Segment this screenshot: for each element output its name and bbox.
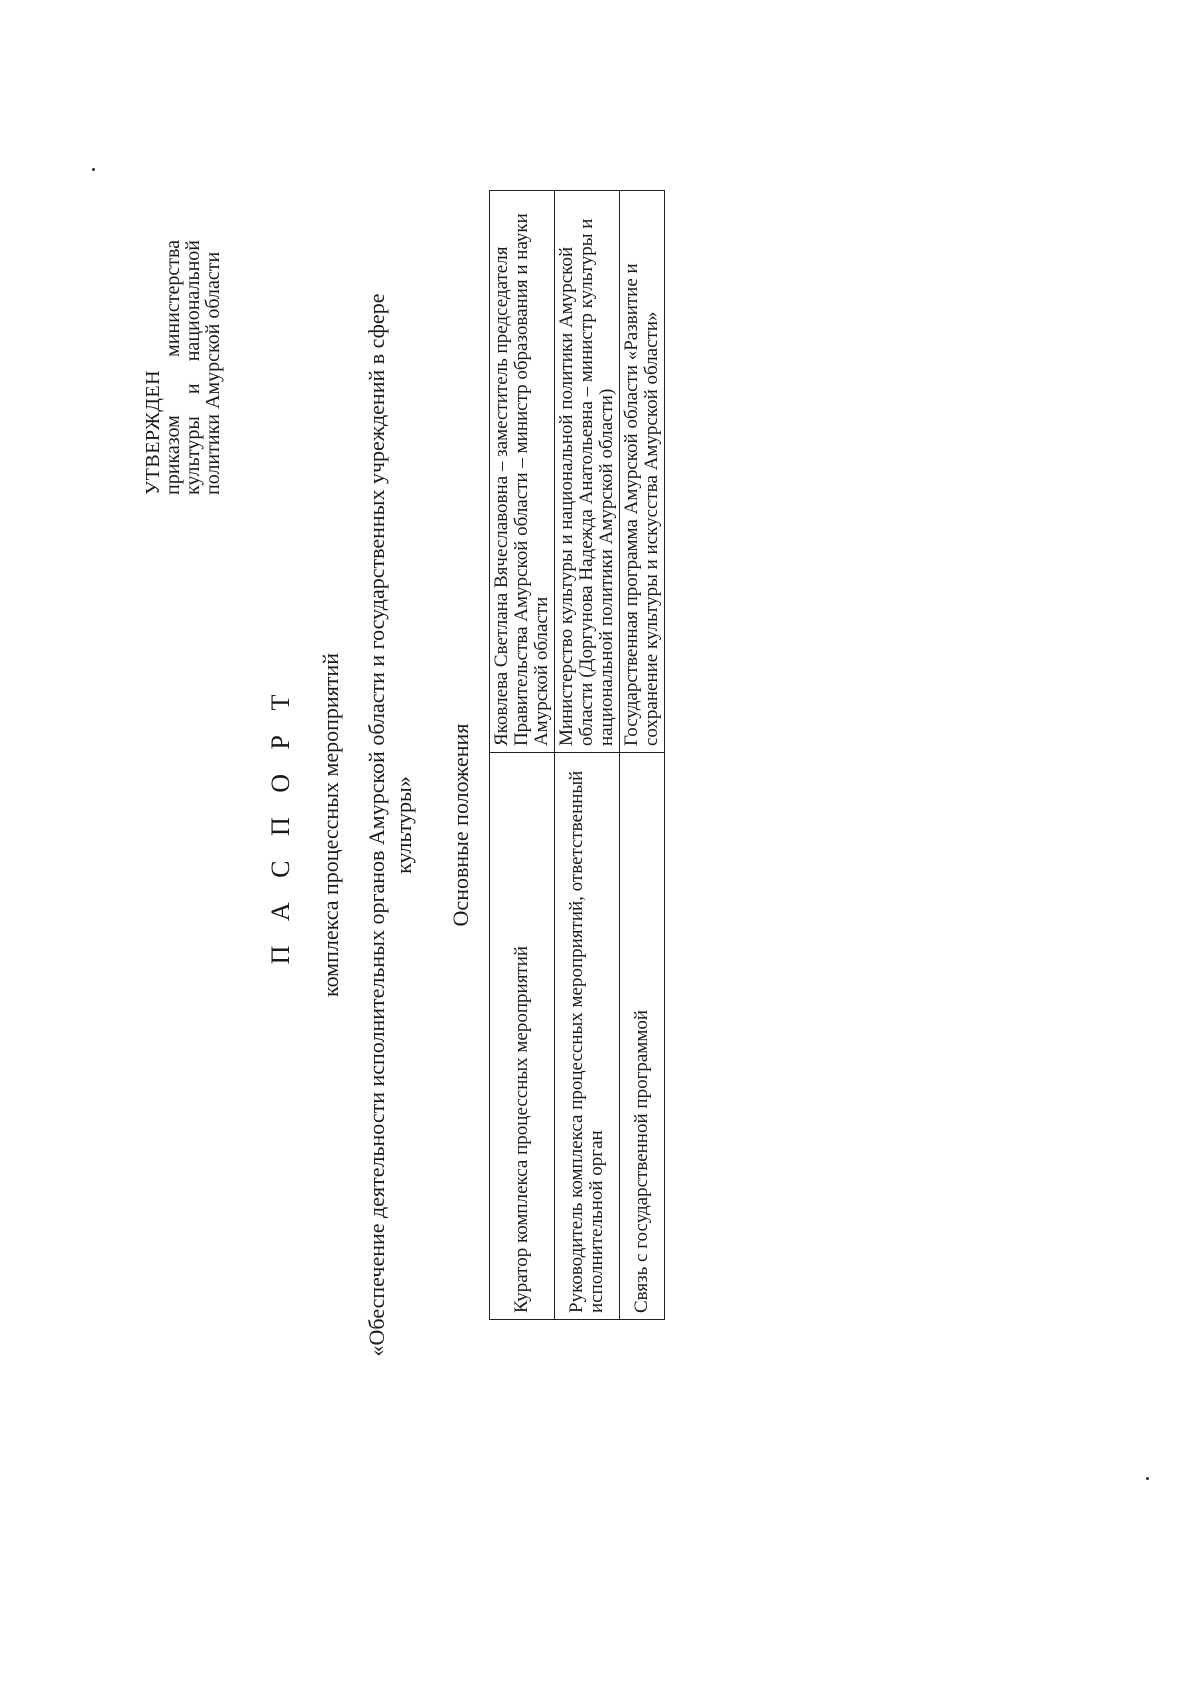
table-row [490, 191, 555, 1320]
table-row [555, 191, 620, 1320]
main-provisions-table [489, 190, 665, 1320]
scan-speck [1146, 1477, 1149, 1480]
approval-word: министерства [162, 240, 184, 357]
approval-heading: УТВЕРЖДЕН [142, 369, 164, 495]
row-value: Министерство культуры и национальной политики Амурской области (Доргунова Надежда Анатольевна – министр культуры и национальной политики Амурской области) [555, 191, 620, 753]
row-label: Куратор комплекса процессных мероприятий [490, 753, 555, 1320]
document-title: П А С П О Р Т [266, 685, 295, 965]
document-subtitle: комплекса процессных мероприятий [318, 653, 343, 997]
approval-word: национальной [182, 240, 204, 362]
approval-word: приказом [162, 415, 184, 495]
row-value: Яковлева Светлана Вячеславовна – заместитель председателя Правительства Амурской области – министр образования и науки Амурской области [490, 191, 555, 753]
table-row [620, 191, 665, 1320]
row-label: Связь с государственной программой [620, 753, 665, 1320]
rotated-page [133, 213, 793, 1430]
scan-speck [92, 168, 95, 171]
row-label: Руководитель комплекса процессных мероприятий, ответственный исполнительной орган [555, 753, 620, 1320]
approval-word: культуры [182, 416, 204, 495]
approval-line-1 [163, 240, 183, 495]
approval-line-3: политики Амурской области [202, 251, 224, 495]
document-name: «Обеспечение деятельности исполнительных органов Амурской области и государственных учреждений в сфере культуры» [364, 293, 416, 1357]
approval-word: и [182, 383, 204, 395]
section-title: Основные положения [448, 723, 473, 927]
approval-stamp [143, 240, 223, 495]
approval-line-2 [183, 240, 203, 495]
row-value: Государственная программа Амурской области «Развитие и сохранение культуры и искусства Амурской области» [620, 191, 665, 753]
